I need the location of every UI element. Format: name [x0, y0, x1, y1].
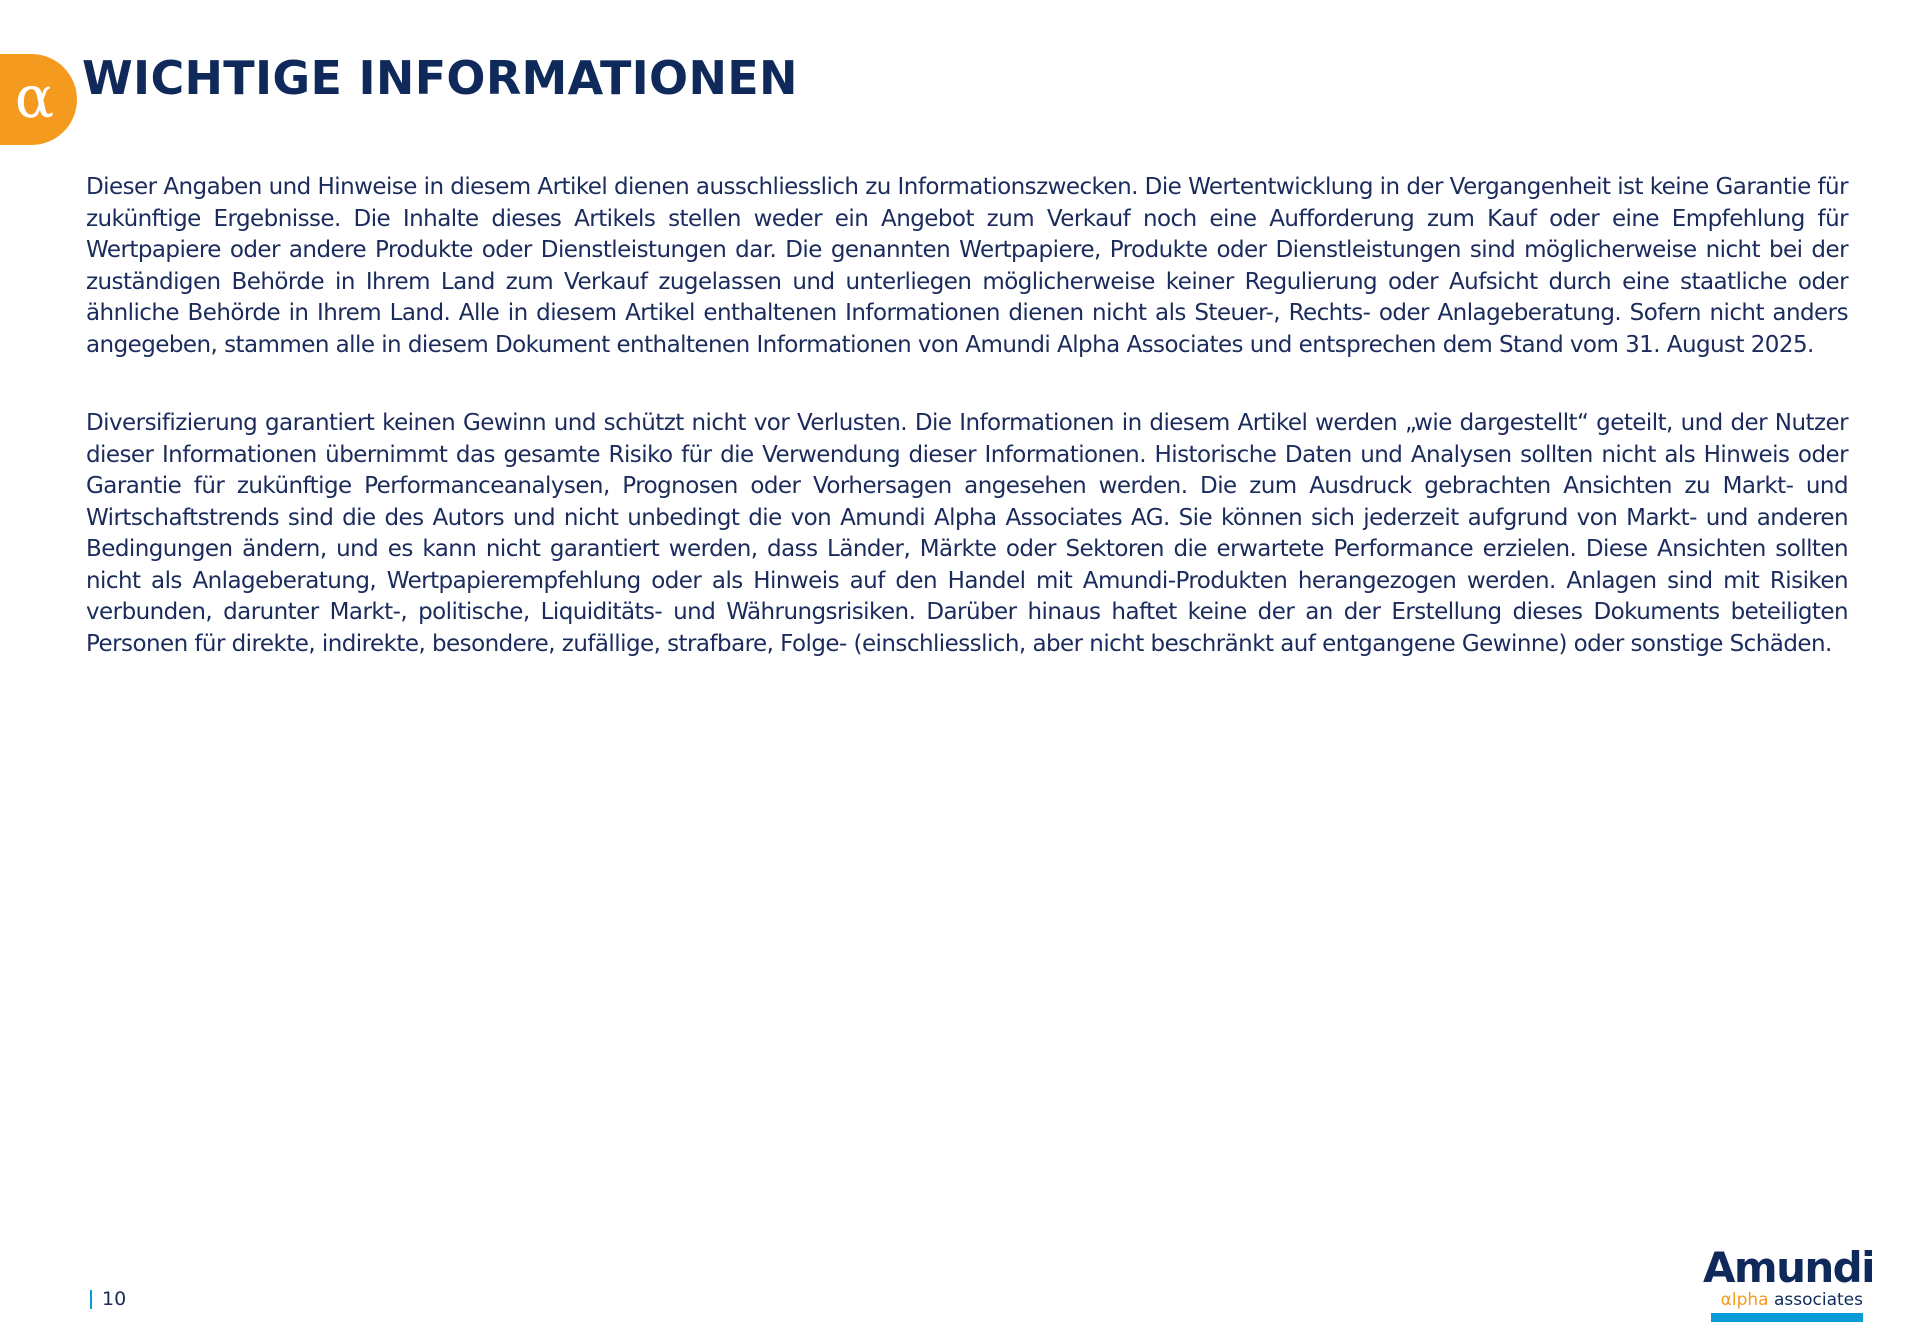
disclaimer-body	[86, 172, 1848, 707]
logo-brand-text: Amundi	[1703, 1243, 1874, 1292]
page-footer	[90, 1288, 126, 1310]
alpha-badge-icon	[0, 54, 77, 145]
logo-underline-bar	[1711, 1313, 1863, 1322]
page-number: 10	[102, 1288, 127, 1310]
footer-divider	[90, 1290, 92, 1309]
alpha-glyph: α	[14, 62, 55, 131]
disclaimer-paragraph-2: Diversifizierung garantiert keinen Gewinn und schützt nicht vor Verlusten. Die Informationen in diesem Artikel werden „wie dargestellt“ geteilt, und der Nutzer dieser Informationen übernimmt das gesamte Risiko für die Verwendung dieser Informationen. Historische Daten und Analysen sollten nicht als Hinweis oder Garantie für zukünftige Performanceanalysen, Prognosen oder Vorhersagen angesehen werden. Die zum Ausdruck gebrachten Ansichten zu Markt- und Wirtschaftstrends sind die des Autors und nicht unbedingt die von Amundi Alpha Associates AG. Sie können sich jederzeit aufgrund von Markt- und anderen Bedingungen ändern, und es kann nicht garantiert werden, dass Länder, Märkte oder Sektoren die erwartete Performance erzielen. Diese Ansichten sollten nicht als Anlageberatung, Wertpapierempfehlung oder als Hinweis auf den Handel mit Amundi-Produkten herangezogen werden. Anlagen sind mit Risiken verbunden, darunter Markt-, politische, Liquiditäts- und Währungsrisiken. Darüber hinaus haftet keine der an der Erstellung dieses Dokuments beteiligten Personen für direkte, indirekte, besondere, zufällige, strafbare, Folge- (einschliesslich, aber nicht beschränkt auf entgangene Gewinne) oder sonstige Schäden.	[86, 410, 1848, 657]
logo-sub-alpha: αlpha	[1720, 1290, 1769, 1310]
disclaimer-paragraph-1: Dieser Angaben und Hinweise in diesem Artikel dienen ausschliesslich zu Informationszwecken. Die Wertentwicklung in der Vergangenheit ist keine Garantie für zukünftige Ergebnisse. Die Inhalte dieses Artikels stellen weder ein Angebot zum Verkauf noch eine Aufforderung zum Kauf oder eine Empfehlung für Wertpapiere oder andere Produkte oder Dienstleistungen dar. Die genannten Wertpapiere, Produkte oder Dienstleistungen sind möglicherweise nicht bei der zuständigen Behörde in Ihrem Land zum Verkauf zugelassen und unterliegen möglicherweise keiner Regulierung oder Aufsicht durch eine staatliche oder ähnliche Behörde in Ihrem Land. Alle in diesem Artikel enthaltenen Informationen dienen nicht als Steuer-, Rechts- oder Anlageberatung. Sofern nicht anders angegeben, stammen alle in diesem Dokument enthaltenen Informationen von Amundi Alpha Associates und entsprechen dem Stand vom 31. August 2025.	[86, 174, 1848, 358]
logo-subtitle	[1703, 1291, 1863, 1310]
amundi-logo	[1703, 1243, 1874, 1322]
logo-sub-associates: associates	[1773, 1290, 1863, 1310]
page-title: WICHTIGE INFORMATIONEN	[82, 51, 798, 105]
